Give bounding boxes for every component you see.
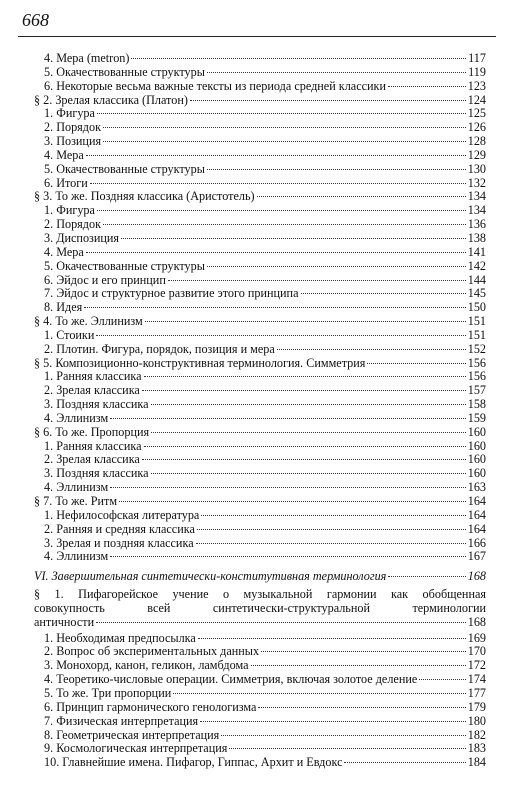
toc-entry-page: 152 [467,341,486,356]
dot-leader [207,266,466,267]
toc-entry [34,756,486,770]
toc-entry-title: 10. Главнейшие имена. Пифагор, Гиппас, Архит и Евдокс [44,755,343,770]
toc-entry-page: 141 [467,244,486,259]
dot-leader [201,515,465,516]
toc-entry-title: 4. Эллинизм [44,410,109,425]
dot-leader [103,224,466,225]
dot-leader [367,363,465,364]
dot-leader [84,307,466,308]
toc-chapter-heading [34,570,486,584]
toc-entry-title: 2. Зрелая классика [44,383,140,398]
toc-entry [34,481,486,495]
toc-entry-page: 177 [467,685,486,700]
toc-entry-page: 164 [467,521,486,536]
toc-entry-page: 126 [467,120,486,135]
toc-entry [34,440,486,454]
toc-entry-page: 156 [467,355,486,370]
toc-entry-title: 6. Итоги [44,175,88,190]
dot-leader [144,446,466,447]
toc-entry-page: 151 [467,327,486,342]
toc-entry [34,715,486,729]
toc-entry [34,218,486,232]
toc-section-page: 168 [467,614,486,629]
toc-entry-page: 160 [467,452,486,467]
toc-entry-page: 183 [467,741,486,756]
toc-entry-page: 182 [467,727,486,742]
toc-entry-page: 169 [467,630,486,645]
dot-leader [388,86,466,87]
toc-entry [34,632,486,646]
toc-entry-title: 3. Поздняя классика [44,466,149,481]
dot-leader [198,638,466,639]
dot-leader [90,183,466,184]
dot-leader [277,349,466,350]
toc-entry [34,260,486,274]
toc-entry-title: 6. Эйдос и его принцип [44,272,166,287]
dot-leader [144,376,466,377]
toc-entry-page: 136 [467,217,486,232]
dot-leader [86,252,466,253]
toc-entry [34,453,486,467]
dot-leader [142,390,466,391]
toc-entry [34,370,486,384]
toc-entry-page: 144 [467,272,486,287]
toc-entry [34,287,486,301]
toc-entry-title: § 7. То же. Ритм [34,494,118,508]
toc-entry-page: 167 [467,549,486,564]
dot-leader [110,556,466,557]
toc-entry-page: 180 [467,713,486,728]
toc-entry-title: § 5. Композиционно-конструктивная терминология. Симметрия [34,355,366,370]
toc-entry-title: 9. Космологическая интерпретация [44,741,228,756]
toc-entry-title: § 6. То же. Пропорция [34,424,150,439]
toc-entry-page: 184 [467,755,486,770]
toc-entry-page: 117 [468,51,486,65]
toc-entry-page: 166 [467,535,486,550]
toc-entry [34,509,486,523]
dot-leader [86,155,466,156]
dot-leader [221,735,465,736]
toc-entry [34,687,486,701]
toc-entry-title: 7. Эйдос и структурное развитие этого принципа [44,286,299,301]
dot-leader [197,529,466,530]
toc-section-entry [34,315,486,329]
toc-entry [34,232,486,246]
dot-leader [97,113,466,114]
toc-entry-title: 2. Вопрос об экспериментальных данных [44,644,260,659]
toc-entry [34,149,486,163]
dot-leader [173,693,465,694]
toc-entry [34,398,486,412]
toc-entry-title: § 3. То же. Поздняя классика (Аристотель) [34,189,255,204]
toc-entry-page: 157 [467,383,486,398]
toc-entry [34,701,486,715]
toc-entry-page: 138 [467,230,486,245]
toc-entry-page: 134 [467,203,486,218]
toc-entry-title: 1. Необходимая предпосылка [44,630,196,645]
dot-leader [142,459,466,460]
toc-entry-title: § 2. Зрелая классика (Платон) [34,92,188,107]
toc-entry [34,550,486,564]
toc-entry [34,329,486,343]
toc-entry-page: 150 [467,300,486,315]
toc-entry [34,729,486,743]
toc-entry [34,523,486,537]
toc-entry-title: 3. Диспозиция [44,230,120,245]
toc-list-chapter-6 [34,632,486,770]
toc-entry [34,537,486,551]
dot-leader [229,748,465,749]
toc-section-line-2: совокупность всей синтетически-структуральной терминологии [34,600,486,615]
toc-entry-title: 3. Позиция [44,134,102,149]
toc-entry-page: 164 [467,507,486,522]
toc-entry [34,467,486,481]
toc-entry-page: 132 [467,175,486,190]
toc-entry-title: 1. Фигура [44,106,95,121]
toc-entry [34,135,486,149]
toc-entry [34,52,486,66]
dot-leader [110,418,466,419]
toc-entry-title: 1. Ранняя классика [44,369,142,384]
dot-leader [301,293,466,294]
dot-leader [388,576,465,577]
dot-leader [344,762,465,763]
toc-entry-page: 158 [467,397,486,412]
dot-leader [207,169,466,170]
toc-section-line-3 [34,616,486,630]
toc-entry [34,246,486,260]
toc-chapter-page: 168 [467,569,486,584]
toc-entry-page: 145 [467,286,486,301]
dot-leader [151,404,466,405]
toc-entry-page: 130 [467,161,486,176]
toc-entry [34,412,486,426]
dot-leader [103,141,466,142]
toc-section-entry [34,495,486,509]
toc-entry-page: 172 [467,658,486,673]
toc-entry [34,301,486,315]
toc-entry-page: 164 [467,494,486,508]
toc-entry-page: 163 [467,480,486,495]
toc-entry-title: 8. Идея [44,300,83,315]
toc-section-line-3-text: античности [34,614,95,629]
toc-entry-title: 5. То же. Три пропорции [44,685,172,700]
toc-entry-title: 2. Плотин. Фигура, порядок, позиция и мера [44,341,275,356]
dot-leader [151,432,466,433]
dot-leader [168,280,466,281]
toc-section-entry [34,426,486,440]
dot-leader [96,335,465,336]
toc-entry-title: 1. Стоики [44,327,95,342]
toc-entry-page: 156 [467,369,486,384]
toc-entry-title: 1. Нефилософская литература [44,507,200,522]
toc-entry-title: 5. Окачествованные структуры [44,258,205,273]
dot-leader [119,501,466,502]
toc-entry-title: 6. Принцип гармонического генологизма [44,699,257,714]
toc-entry-title: 4. Эллинизм [44,480,109,495]
toc-entry-title: 2. Зрелая классика [44,452,140,467]
toc-entry-title: 2. Порядок [44,120,101,135]
dot-leader [200,721,466,722]
dot-leader [110,487,466,488]
toc-entry [34,673,486,687]
dot-leader [145,321,466,322]
toc-entry-page: 159 [467,410,486,425]
toc-entry [34,659,486,673]
dot-leader [251,665,466,666]
toc-entry [34,107,486,121]
toc-entry [34,204,486,218]
toc-entry-title: 3. Монохорд, канон, геликон, ламбдома [44,658,249,673]
toc-list-chapter-5 [34,52,486,564]
toc-entry-title: 4. Эллинизм [44,549,109,564]
toc-entry [34,177,486,191]
toc-section-entry [34,94,486,108]
toc-entry [34,80,486,94]
dot-leader [257,196,466,197]
toc-entry [34,163,486,177]
toc-entry-title: 1. Ранняя классика [44,438,142,453]
toc-entry-page: 151 [467,314,486,329]
toc-entry-page: 170 [467,644,486,659]
toc-entry-page: 129 [467,147,486,162]
toc-entry-page: 123 [467,78,486,93]
toc-entry-title: 4. Мера (metron) [44,51,130,65]
toc-entry-title: 7. Физическая интерпретация [44,713,199,728]
toc-entry [34,742,486,756]
dot-leader [151,473,466,474]
dot-leader [419,679,465,680]
toc-entry-page: 160 [467,466,486,481]
toc-entry-title: § 4. То же. Эллинизм [34,314,143,329]
toc-entry-title: 4. Мера [44,147,84,162]
toc-entry [34,645,486,659]
toc-entry-title: 8. Геометрическая интерпретация [44,727,220,742]
toc-entry-title: 2. Ранняя и средняя классика [44,521,195,536]
toc-entry-title: 4. Мера [44,244,84,259]
toc-entry-title: 2. Порядок [44,217,101,232]
dot-leader [261,651,466,652]
dot-leader [121,238,466,239]
toc-section-entry [34,357,486,371]
toc-entry-title: 5. Окачествованные структуры [44,64,205,79]
dot-leader [190,100,466,101]
table-of-contents [34,52,486,770]
dot-leader [196,543,466,544]
toc-entry-title: 3. Поздняя классика [44,397,149,412]
dot-leader [103,127,466,128]
toc-entry-page: 124 [467,92,486,107]
dot-leader [97,210,466,211]
toc-entry-title: 6. Некоторые весьма важные тексты из периода средней классики [44,78,386,93]
header-rule [18,36,496,37]
dot-leader [96,622,466,623]
toc-entry [34,343,486,357]
toc-entry-page: 160 [467,424,486,439]
toc-entry-title: 1. Фигура [44,203,95,218]
toc-entry-page: 142 [467,258,486,273]
toc-entry-page: 179 [467,699,486,714]
dot-leader [131,58,466,59]
toc-entry-page: 125 [467,106,486,121]
toc-entry-page: 119 [468,64,486,79]
toc-entry [34,66,486,80]
toc-entry-page: 134 [467,189,486,204]
toc-section-multiline [34,588,486,630]
page-number: 668 [22,10,49,30]
toc-entry-title: 5. Окачествованные структуры [44,161,205,176]
toc-entry [34,274,486,288]
toc-entry [34,121,486,135]
toc-chapter-title: VI. Завершительная синтетически-конститутивная терминология [34,569,387,584]
toc-section-entry [34,190,486,204]
toc-entry [34,384,486,398]
toc-entry-title: 4. Теоретико-числовые операции. Симметрия, включая золотое деление [44,672,418,687]
dot-leader [258,707,465,708]
toc-entry-page: 128 [467,134,486,149]
toc-entry-page: 160 [467,438,486,453]
dot-leader [207,72,466,73]
toc-entry-title: 3. Зрелая и поздняя классика [44,535,194,550]
toc-entry-page: 174 [467,672,486,687]
toc-section-line-1: § 1. Пифагорейское учение о музыкальной гармонии как обобщенная [34,587,486,602]
